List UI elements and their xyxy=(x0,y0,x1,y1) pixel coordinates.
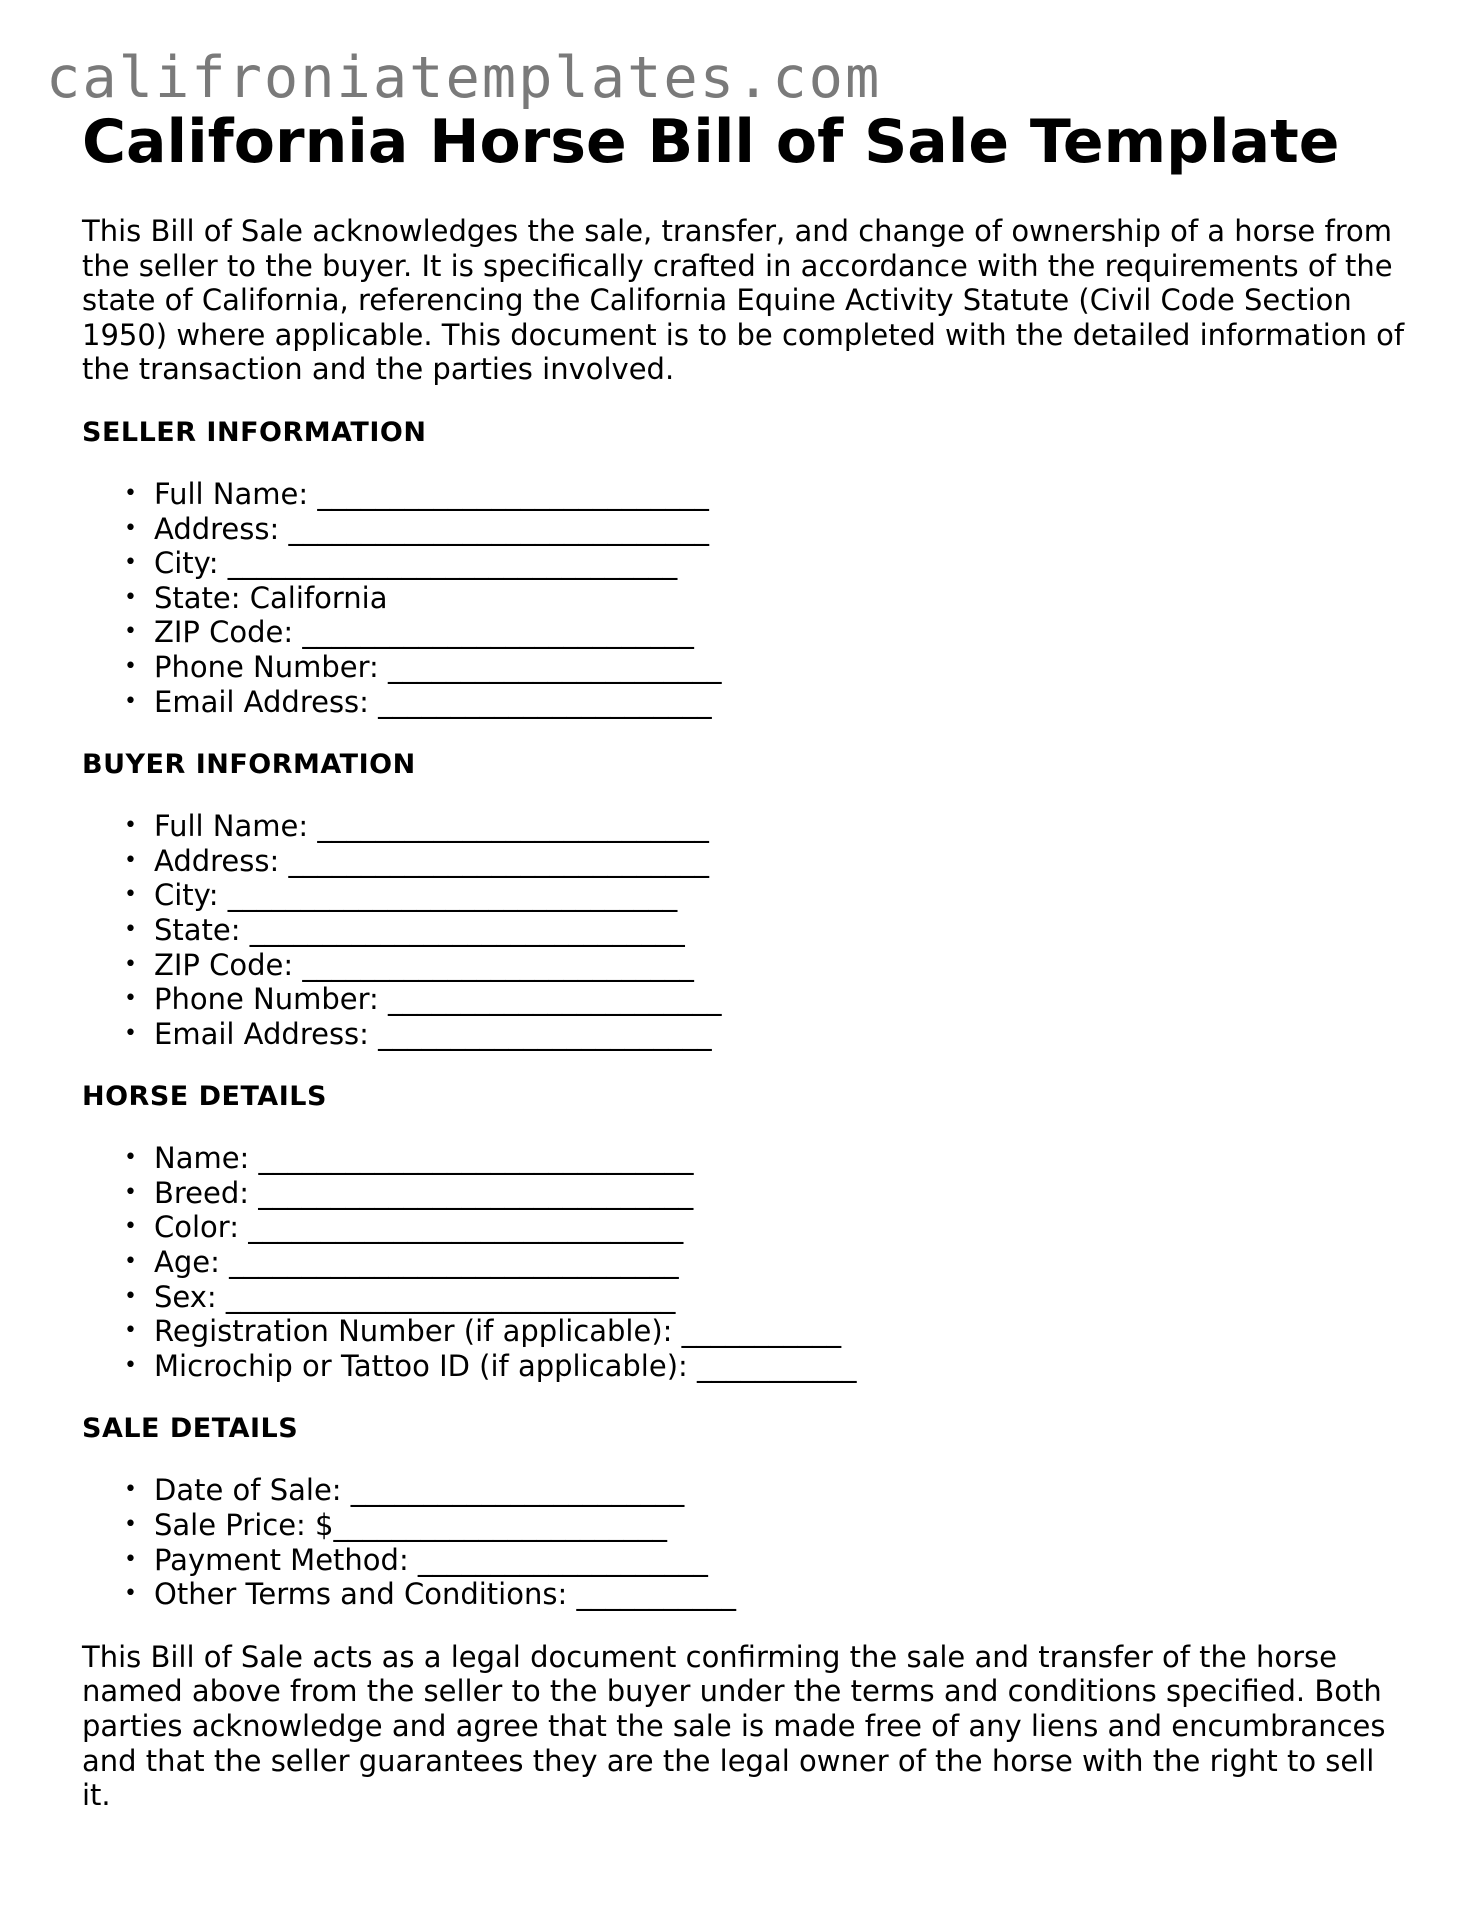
section-heading: HORSE DETAILS xyxy=(82,1081,327,1113)
bullet-icon: • xyxy=(124,515,137,541)
bullet-icon: • xyxy=(124,1477,137,1503)
list-item: • Email Address: _______________________ xyxy=(124,1016,712,1051)
list-item: • State: ______________________________ xyxy=(124,912,685,947)
seller-information-section xyxy=(82,415,1412,719)
bullet-icon: • xyxy=(124,653,137,679)
buyer-information-section xyxy=(82,747,1412,1051)
closing-paragraph: This Bill of Sale acts as a legal document confirming the sale and transfer of the horse named above from the seller to the buyer under the terms and conditions specified. Both parties acknowledge and agree that the sale is made free of any liens and encumbrances and that the seller guarantees they are the legal owner of the horse with the right to sell it. xyxy=(82,1639,1386,1813)
field-list xyxy=(82,1473,1412,1611)
list-item: • Sale Price: $_______________________ xyxy=(124,1508,667,1543)
bullet-icon: • xyxy=(124,1179,137,1205)
list-item: • ZIP Code: ___________________________ xyxy=(124,615,694,650)
document-body xyxy=(82,104,1412,1813)
list-item: • Sex: _______________________________ xyxy=(124,1279,676,1314)
bullet-icon: • xyxy=(124,1581,137,1607)
bullet-icon: • xyxy=(124,847,137,873)
bullet-icon: • xyxy=(124,480,137,506)
document-title: California Horse Bill of Sale Template xyxy=(82,107,1340,177)
list-item: • Full Name: ___________________________ xyxy=(124,809,709,844)
bullet-icon: • xyxy=(124,986,137,1012)
bullet-icon: • xyxy=(124,1512,137,1538)
list-item: • ZIP Code: ___________________________ xyxy=(124,947,694,982)
list-item: • Other Terms and Conditions: ___________ xyxy=(124,1577,736,1612)
list-item: • Color: ______________________________ xyxy=(124,1210,684,1245)
list-item: • Address: _____________________________ xyxy=(124,511,709,546)
list-item: • Age: _______________________________ xyxy=(124,1245,679,1280)
bullet-icon: • xyxy=(124,550,137,576)
bullet-icon: • xyxy=(124,688,137,714)
list-item: • Full Name: ___________________________ xyxy=(124,476,709,511)
list-item: • Date of Sale: _______________________ xyxy=(124,1473,685,1508)
list-item: • Phone Number: _______________________ xyxy=(124,649,722,684)
bullet-icon: • xyxy=(124,951,137,977)
section-heading: SALE DETAILS xyxy=(82,1413,299,1445)
bullet-icon: • xyxy=(124,1318,137,1344)
list-item: • Name: ______________________________ xyxy=(124,1141,694,1176)
bullet-icon: • xyxy=(124,1352,137,1378)
list-item: • Payment Method: ____________________ xyxy=(124,1542,708,1577)
list-item: • Microchip or Tattoo ID (if applicable): ___________ xyxy=(124,1348,857,1383)
bullet-icon: • xyxy=(124,1283,137,1309)
list-item: • City: _______________________________ xyxy=(124,546,678,581)
field-list xyxy=(82,809,1412,1051)
intro-paragraph: This Bill of Sale acknowledges the sale, transfer, and change of ownership of a horse from the seller to the buyer. It is specifically crafted in accordance with the requirements of the state of California, referencing the California Equine Activity Statute (Civil Code Section 1950) where applicable. This document is to be completed with the detailed information of the transaction and the parties involved. xyxy=(82,214,1405,387)
list-item: • Address: _____________________________ xyxy=(124,843,709,878)
section-heading: SELLER INFORMATION xyxy=(82,416,427,448)
bullet-icon: • xyxy=(124,1249,137,1275)
list-item: • Email Address: _______________________ xyxy=(124,684,712,719)
list-item: • Breed: ______________________________ xyxy=(124,1175,694,1210)
site-watermark: califroniatemplates.com xyxy=(46,45,882,111)
bullet-icon: • xyxy=(124,584,137,610)
sale-details-section xyxy=(82,1411,1412,1611)
bullet-icon: • xyxy=(124,1546,137,1572)
field-list xyxy=(82,477,1412,719)
field-list xyxy=(82,1141,1412,1383)
bullet-icon: • xyxy=(124,619,137,645)
horse-details-section xyxy=(82,1079,1412,1383)
bullet-icon: • xyxy=(124,916,137,942)
section-heading: BUYER INFORMATION xyxy=(82,749,416,781)
bullet-icon: • xyxy=(124,1020,137,1046)
list-item: • State: California xyxy=(124,580,388,615)
list-item: • City: _______________________________ xyxy=(124,878,678,913)
bullet-icon: • xyxy=(124,813,137,839)
list-item: • Phone Number: _______________________ xyxy=(124,982,722,1017)
bullet-icon: • xyxy=(124,882,137,908)
list-item: • Registration Number (if applicable): ___________ xyxy=(124,1314,842,1349)
bullet-icon: • xyxy=(124,1214,137,1240)
bullet-icon: • xyxy=(124,1145,137,1171)
